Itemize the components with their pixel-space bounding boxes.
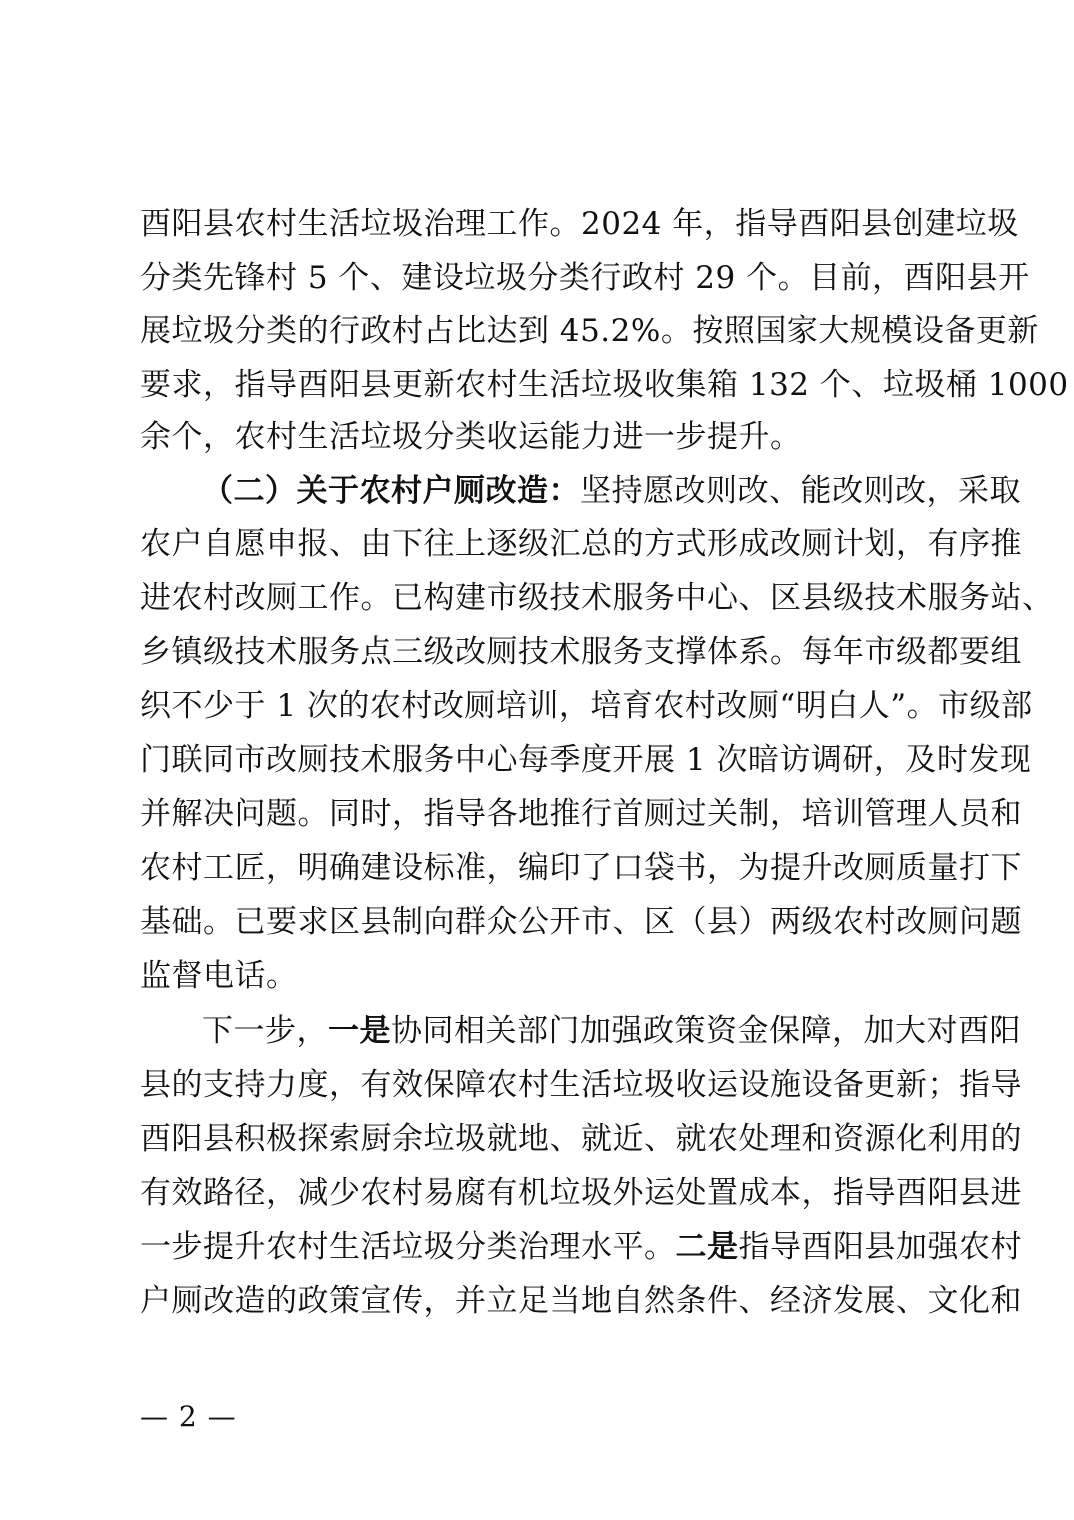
text-fragment: 下一步，: [202, 1013, 328, 1049]
text-line: 监督电话。: [140, 958, 298, 994]
text-line: 农户自愿申报、由下往上逐级汇总的方式形成改厕计划，有序推: [140, 526, 1022, 562]
text-line: 酉阳县积极探索厨余垃圾就地、就近、就农处理和资源化利用的: [140, 1121, 1022, 1157]
text-line: 乡镇级技术服务点三级改厕技术服务支撑体系。每年市级都要组: [140, 634, 1022, 670]
next-step-line: [202, 1008, 1021, 1054]
text-line: 并解决问题。同时，指导各地推行首厕过关制，培训管理人员和: [140, 796, 1022, 832]
emphasis-second: 二是: [675, 1229, 739, 1265]
text-fragment: 一步提升农村生活垃圾分类治理水平。: [140, 1229, 676, 1265]
section-heading: （二）关于农村户厕改造：: [202, 473, 580, 509]
text-line: 余个，农村生活垃圾分类收运能力进一步提升。: [140, 419, 802, 455]
text-line: 有效路径，减少农村易腐有机垃圾外运处置成本，指导酉阳县进: [140, 1175, 1022, 1211]
text-line: 农村工匠，明确建设标准，编印了口袋书，为提升改厕质量打下: [140, 850, 1022, 886]
page-number: — 2 —: [140, 1400, 237, 1433]
text-line: 展垃圾分类的行政村占比达到 45.2%。按照国家大规模设备更新: [140, 313, 1039, 349]
section-heading-line: [202, 468, 1021, 514]
text-fragment: 指导酉阳县加强农村: [738, 1229, 1022, 1265]
text-line: 分类先锋村 5 个、建设垃圾分类行政村 29 个。目前，酉阳县开: [140, 260, 1030, 296]
text-fragment: 协同相关部门加强政策资金保障，加大对酉阳: [391, 1013, 1021, 1049]
text-line: 户厕改造的政策宣传，并立足当地自然条件、经济发展、文化和: [140, 1283, 1022, 1319]
emphasis-first: 一是: [328, 1013, 391, 1049]
section-text: 坚持愿改则改、能改则改，采取: [580, 473, 1021, 509]
text-line: 基础。已要求区县制向群众公开市、区（县）两级农村改厕问题: [140, 904, 1022, 940]
text-line: 门联同市改厕技术服务中心每季度开展 1 次暗访调研，及时发现: [140, 742, 1032, 778]
text-line: 酉阳县农村生活垃圾治理工作。2024 年，指导酉阳县创建垃圾: [140, 206, 1019, 242]
text-line: 县的支持力度，有效保障农村生活垃圾收运设施设备更新；指导: [140, 1067, 1022, 1103]
text-line: 要求，指导酉阳县更新农村生活垃圾收集箱 132 个、垃圾桶 1000: [140, 367, 1069, 403]
text-line: 织不少于 1 次的农村改厕培训，培育农村改厕“明白人”。市级部: [140, 688, 1033, 724]
text-line: 进农村改厕工作。已构建市级技术服务中心、区县级技术服务站、: [140, 580, 1054, 616]
emphasis-line: [140, 1224, 1022, 1270]
